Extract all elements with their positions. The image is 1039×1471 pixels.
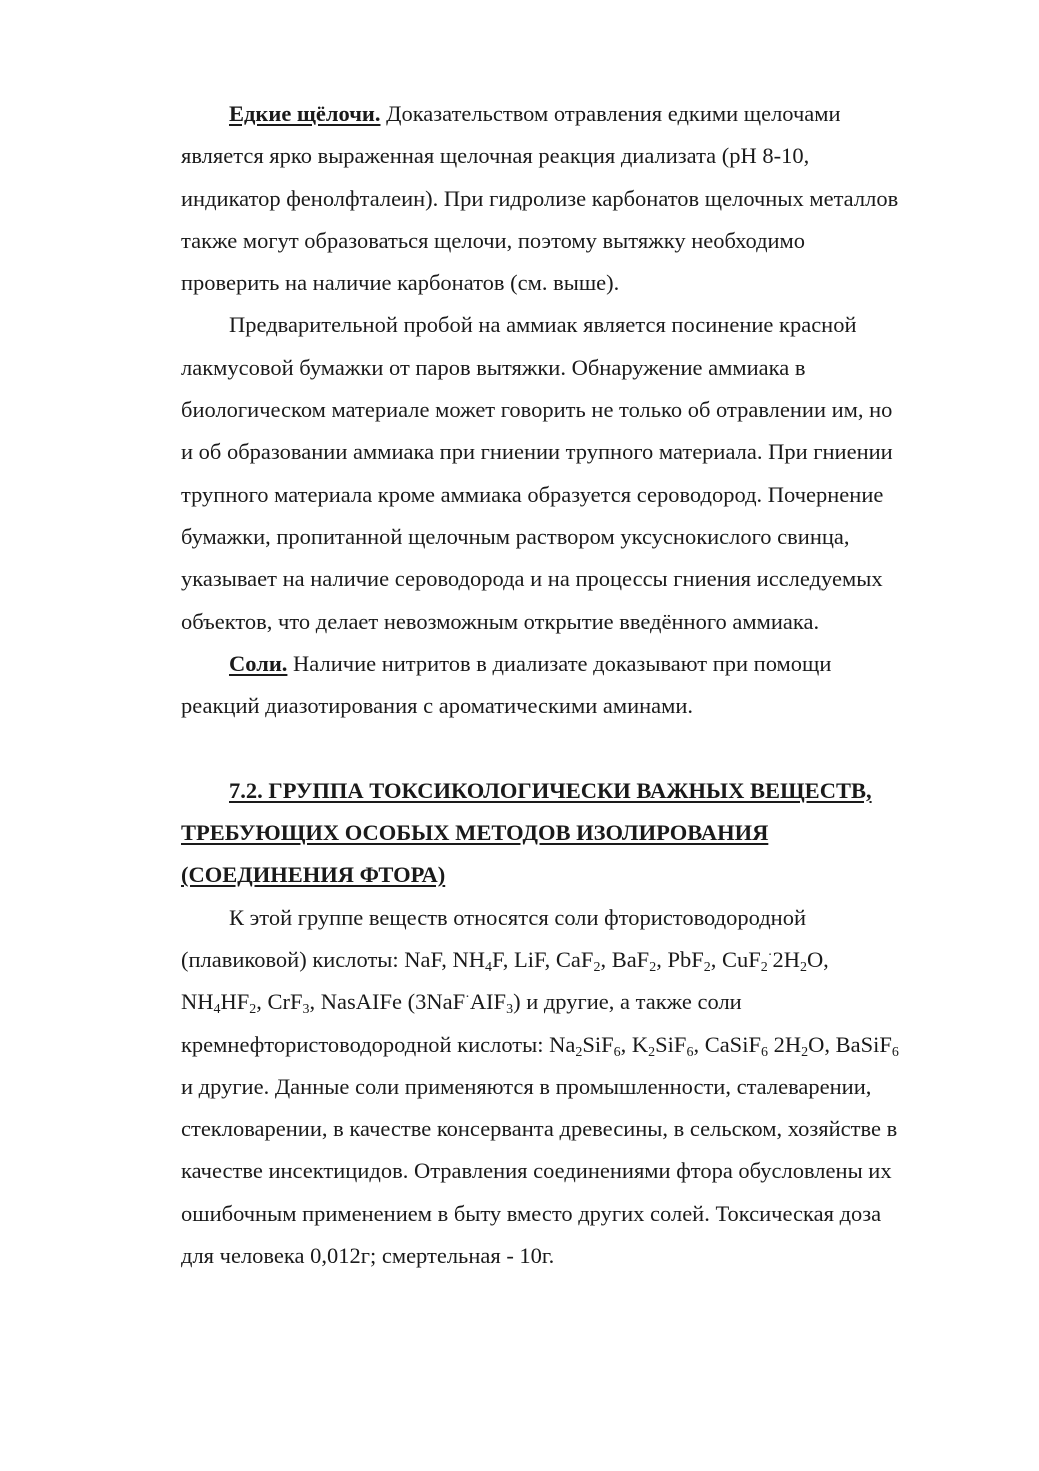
text-line: трупного материала кроме аммиака образуется сероводород. Почернение (181, 481, 884, 507)
text-run: SiF (582, 1031, 614, 1057)
text-run: NH (181, 989, 214, 1015)
text-run: , NasAIFe (3NaF (309, 989, 466, 1015)
text-run: , CuF (710, 946, 761, 972)
lead-term-salts: Соли. (229, 650, 288, 676)
heading-text: 7.2. ГРУППА ТОКСИКОЛОГИЧЕСКИ ВАЖНЫХ ВЕЩЕСТВ, (229, 777, 872, 803)
text-run: Наличие нитритов в диализате доказывают при помощи (287, 650, 832, 676)
text-run: ) и другие, а также соли (513, 989, 742, 1015)
text-run: , K (620, 1031, 649, 1057)
paragraph-salts (181, 643, 971, 728)
heading-line (181, 812, 971, 854)
heading-text: ТРЕБУЮЩИХ ОСОБЫХ МЕТОДОВ ИЗОЛИРОВАНИЯ (181, 820, 769, 846)
text-line: является ярко выраженная щелочная реакция диализата (pH 8-10, (181, 143, 810, 169)
text-run: 2H (767, 1031, 802, 1057)
subscript: 2 (799, 959, 807, 975)
text-run: , BaF (600, 946, 650, 972)
text-line: и об образовании аммиака при гниении трупного материала. При гниении (181, 439, 893, 465)
document-page (181, 93, 971, 1277)
text-line: биологическом материале может говорить не только об отравлении им, но (181, 397, 893, 423)
text-line (181, 643, 971, 685)
paragraph-caustic-alkalis (181, 93, 971, 304)
text-line-formula (181, 981, 971, 1023)
paragraph-ammonia (181, 304, 971, 642)
text-run: F, LiF, CaF (492, 946, 594, 972)
text-line: индикатор фенолфталеин). При гидролизе карбонатов щелочных металлов (181, 185, 899, 211)
subscript: 6 (686, 1044, 694, 1060)
subscript: 4 (213, 1002, 221, 1018)
subscript: 6 (760, 1044, 768, 1060)
text-run: , PbF (656, 946, 704, 972)
text-run: , CaSiF (693, 1031, 761, 1057)
lead-term-caustic-alkalis: Едкие щёлочи. (229, 101, 381, 126)
text-line: ошибочным применением в быту вместо других солей. Токсическая доза (181, 1200, 882, 1226)
text-run: Доказательством отравления едкими щелочами (380, 101, 841, 126)
subscript: 4 (485, 959, 492, 975)
text-line: К этой группе веществ относятся соли фтористоводородной (229, 904, 806, 930)
text-line: Предварительной пробой на аммиак является посинение красной (229, 312, 857, 338)
text-line: указывает на наличие сероводорода и на процессы гниения исследуемых (181, 566, 883, 592)
text-run: SiF (655, 1031, 687, 1057)
subscript: 3 (302, 1002, 310, 1018)
text-line: качестве инсектицидов. Отравления соединениями фтора обусловлены их (181, 1158, 892, 1184)
text-line (181, 93, 971, 135)
subscript: 2 (703, 959, 711, 975)
text-line: проверить на наличие карбонатов (см. выше). (181, 270, 620, 296)
text-line: стекловарении, в качестве консерванта древесины, в сельском, хозяйстве в (181, 1116, 898, 1142)
subscript: 3 (506, 1002, 514, 1018)
text-line: бумажки, пропитанной щелочным раствором уксуснокислого свинца, (181, 523, 850, 549)
text-run: HF (220, 989, 250, 1015)
text-run: O, (806, 946, 829, 972)
subscript: 2 (575, 1044, 583, 1060)
subscript: 2 (760, 959, 768, 975)
subscript: 2 (249, 1002, 257, 1018)
text-run: O, BaSiF (808, 1031, 892, 1057)
subscript: 6 (613, 1044, 621, 1060)
subscript: 2 (593, 959, 601, 975)
superscript: · (767, 947, 773, 963)
section-heading (181, 770, 971, 897)
text-line-formula (181, 1024, 971, 1066)
heading-line (181, 770, 971, 812)
text-line: объектов, что делает невозможным открытие введённого аммиака. (181, 608, 820, 634)
blank-line (181, 727, 971, 769)
subscript: 2 (648, 1044, 656, 1060)
text-run: кремнефтористоводородной кислоты: Na (181, 1031, 576, 1057)
subscript: 2 (649, 959, 657, 975)
subscript: 2 (801, 1044, 809, 1060)
text-line: лакмусовой бумажки от паров вытяжки. Обнаружение аммиака в (181, 354, 806, 380)
text-line: также могут образоваться щелочи, поэтому вытяжку необходимо (181, 227, 806, 253)
heading-line (181, 854, 971, 896)
heading-text: (СОЕДИНЕНИЯ ФТОРА) (181, 862, 446, 888)
text-run: , CrF (256, 989, 303, 1015)
text-run: 2H (772, 946, 800, 972)
text-line-formula (181, 939, 971, 981)
text-line: и другие. Данные соли применяются в промышленности, сталеварении, (181, 1073, 872, 1099)
subscript: 6 (891, 1044, 899, 1060)
text-run: (плавиковой) кислоты: NaF, NH (181, 946, 485, 972)
text-line: для человека 0,012г; смертельная - 10г. (181, 1243, 555, 1269)
paragraph-fluorine-compounds (181, 897, 971, 1278)
superscript: · (465, 990, 470, 1006)
text-line: реакций диазотирования с ароматическими аминами. (181, 693, 694, 719)
text-run: AIF (469, 989, 507, 1015)
